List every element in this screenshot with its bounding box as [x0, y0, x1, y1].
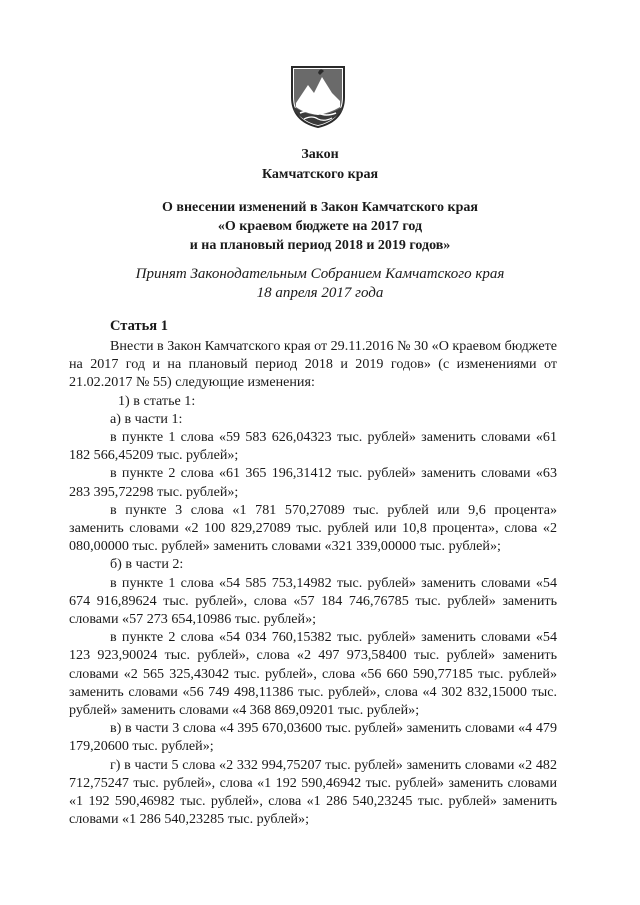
law-title: Закон	[301, 147, 339, 162]
article-paragraph: а) в части 1:	[110, 410, 183, 427]
coat-of-arms-emblem	[290, 63, 346, 129]
article-paragraph: в пункте 1 слова «54 585 753,14982 тыс. рублей» заменить словами «54 674 916,89624 тыс. рублей», слова «57 184 746,76785 тыс. рублей» заменить словами «57 273 654,10986 тыс. рублей»;	[69, 574, 557, 628]
article-title: Статья 1	[110, 318, 168, 334]
article-paragraph: 1) в статье 1:	[118, 392, 196, 409]
article-paragraph: в) в части 3 слова «4 395 670,03600 тыс. рублей» заменить словами «4 479 179,20600 тыс. рублей»;	[69, 720, 557, 755]
article-paragraph: Внести в Закон Камчатского края от 29.11.2016 № 30 «О краевом бюджете на 2017 год и на плановый период 2018 и 2019 годов» (с изменениями от 21.02.2017 № 55) следующие изменения:	[69, 338, 557, 391]
subject-line-3: и на плановый период 2018 и 2019 годов»	[189, 238, 451, 253]
subject-line-1: О внесении изменений в Закон Камчатского края	[162, 200, 478, 215]
article-paragraph: в пункте 2 слова «61 365 196,31412 тыс. рублей» заменить словами «63 283 395,72298 тыс. рублей»;	[69, 465, 557, 500]
article-paragraph: г) в части 5 слова «2 332 994,75207 тыс. рублей» заменить словами «2 482 712,75247 тыс. рублей», слова «1 192 590,46942 тыс. рублей» заменить словами «1 192 590,46982 тыс. рублей», слова «1 286 540,23245 тыс. рублей» заменить словами «1 286 540,23285 тыс. рублей»;	[69, 756, 557, 828]
article-paragraph: в пункте 3 слова «1 781 570,27089 тыс. рублей или 9,6 процента» заменить словами «2 100 829,27089 тыс. рублей или 10,8 процента», слова «2 080,00000 тыс. рублей» заменить словами «321 339,00000 тыс. рублей»;	[69, 501, 557, 555]
subject-line-2: «О краевом бюджете на 2017 год	[217, 219, 423, 234]
adopted-date-line: 18 апреля 2017 года	[256, 285, 384, 301]
article-paragraph: в пункте 2 слова «54 034 760,15382 тыс. рублей» заменить словами «54 123 923,90024 тыс. рублей», слова «2 497 973,58400 тыс. рублей» заменить словами «2 565 325,43042 тыс. рублей», слова «56 660 590,77185 тыс. рублей» заменить словами «56 749 498,11386 тыс. рублей», слова «4 302 832,15000 тыс. рублей» заменить словами «4 368 869,09201 тыс. рублей»;	[69, 629, 557, 719]
region-title: Камчатского края	[261, 167, 379, 182]
article-paragraph: в пункте 1 слова «59 583 626,04323 тыс. рублей» заменить словами «61 182 566,45209 тыс. рублей»;	[69, 429, 557, 464]
adopted-by-line: Принят Законодательным Собранием Камчатского края	[135, 266, 505, 282]
article-body	[69, 337, 557, 828]
article-paragraph: б) в части 2:	[110, 556, 184, 573]
